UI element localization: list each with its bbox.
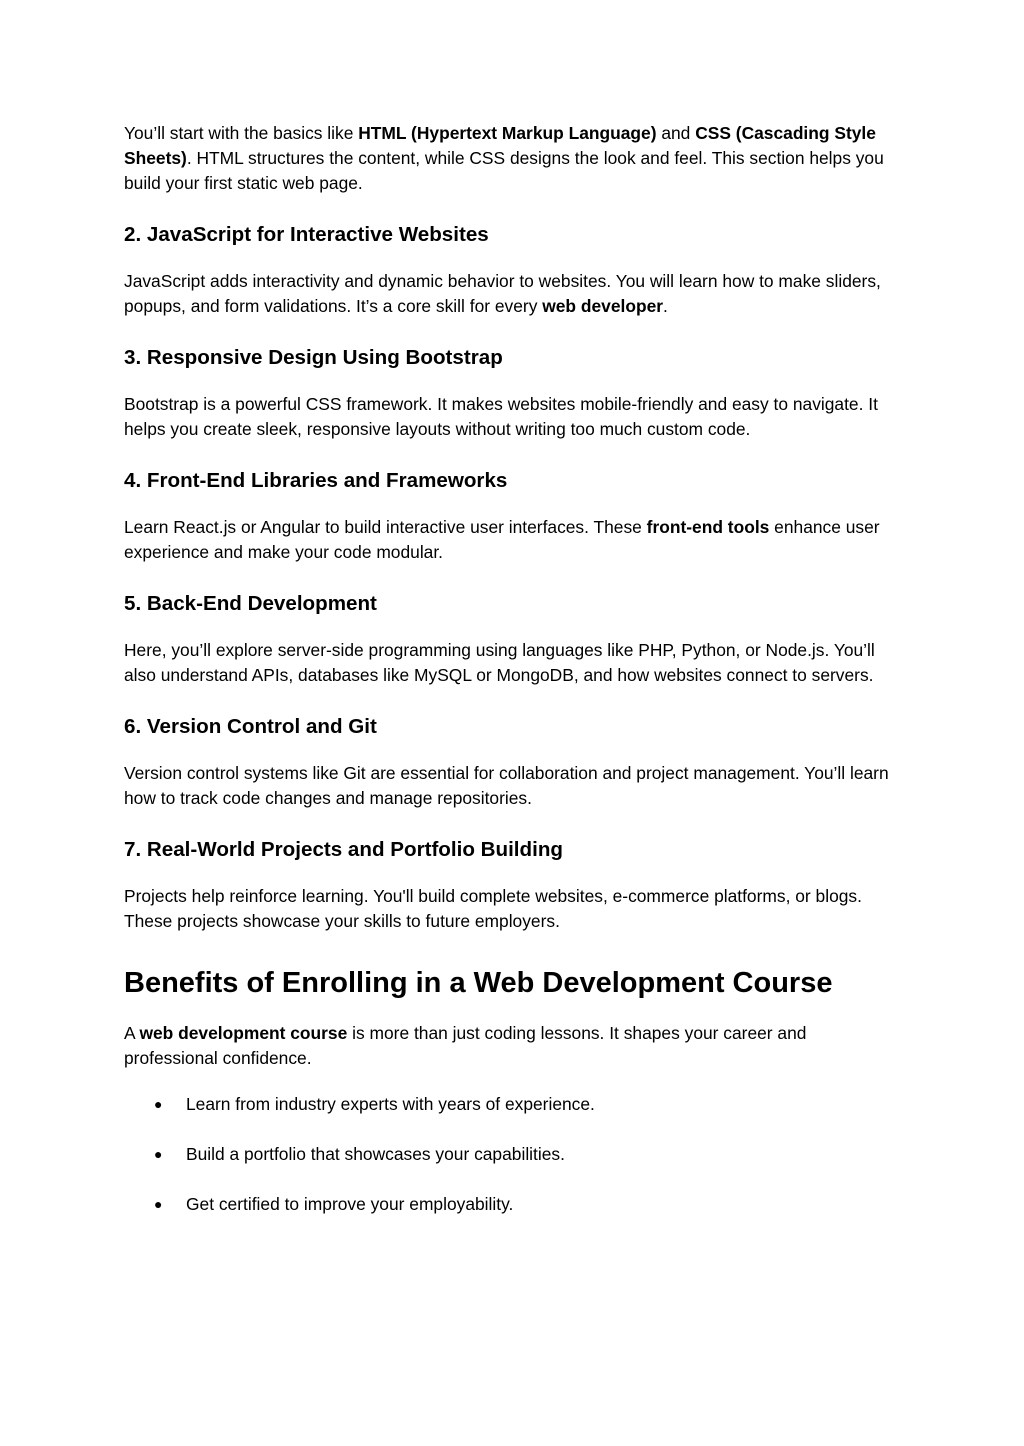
- list-item: ● Build a portfolio that showcases your capabilities.: [124, 1142, 904, 1167]
- section-paragraph-projects: Projects help reinforce learning. You'll build complete websites, e-commerce platforms, or blogs. These projects showcase your skills to future employers.: [124, 886, 862, 931]
- section-heading-bootstrap: 3. Responsive Design Using Bootstrap: [124, 346, 503, 369]
- section-heading-javascript: 2. JavaScript for Interactive Websites: [124, 223, 489, 246]
- section-paragraph-bootstrap: Bootstrap is a powerful CSS framework. It makes websites mobile-friendly and easy to navigate. It helps you create sleek, responsive layouts without writing too much custom code.: [124, 394, 878, 439]
- bullet-icon: ●: [154, 1096, 163, 1112]
- intro-paragraph: You’ll start with the basics like HTML (Hypertext Markup Language) and CSS (Cascading Style Sheets). HTML structures the content, while CSS designs the look and feel. This section helps you build your first static web page.: [124, 123, 884, 193]
- list-item: ● Get certified to improve your employability.: [124, 1192, 904, 1217]
- benefits-heading: Benefits of Enrolling in a Web Development Course: [124, 967, 833, 999]
- section-heading-backend: 5. Back-End Development: [124, 592, 377, 615]
- section-paragraph-javascript: JavaScript adds interactivity and dynamic behavior to websites. You will learn how to make sliders, popups, and form validations. It’s a core skill for every web developer.: [124, 271, 881, 316]
- section-paragraph-backend: Here, you’ll explore server-side programming using languages like PHP, Python, or Node.js. You’ll also understand APIs, databases like MySQL or MongoDB, and how websites connect to servers.: [124, 640, 875, 685]
- list-item: ● Learn from industry experts with years of experience.: [124, 1092, 904, 1117]
- section-heading-frontend: 4. Front-End Libraries and Frameworks: [124, 469, 508, 492]
- section-paragraph-git: Version control systems like Git are essential for collaboration and project management. You’ll learn how to track code changes and manage repositories.: [124, 763, 889, 808]
- section-heading-projects: 7. Real-World Projects and Portfolio Building: [124, 838, 563, 861]
- benefits-paragraph: A web development course is more than just coding lessons. It shapes your career and professional confidence.: [124, 1023, 807, 1068]
- document-page: [124, 121, 904, 1217]
- bullet-icon: ●: [154, 1196, 163, 1212]
- section-paragraph-frontend: Learn React.js or Angular to build interactive user interfaces. These front-end tools enhance user experience and make your code modular.: [124, 517, 880, 562]
- bullet-icon: ●: [154, 1146, 163, 1162]
- benefits-list: [124, 1092, 904, 1217]
- section-heading-git: 6. Version Control and Git: [124, 715, 377, 738]
